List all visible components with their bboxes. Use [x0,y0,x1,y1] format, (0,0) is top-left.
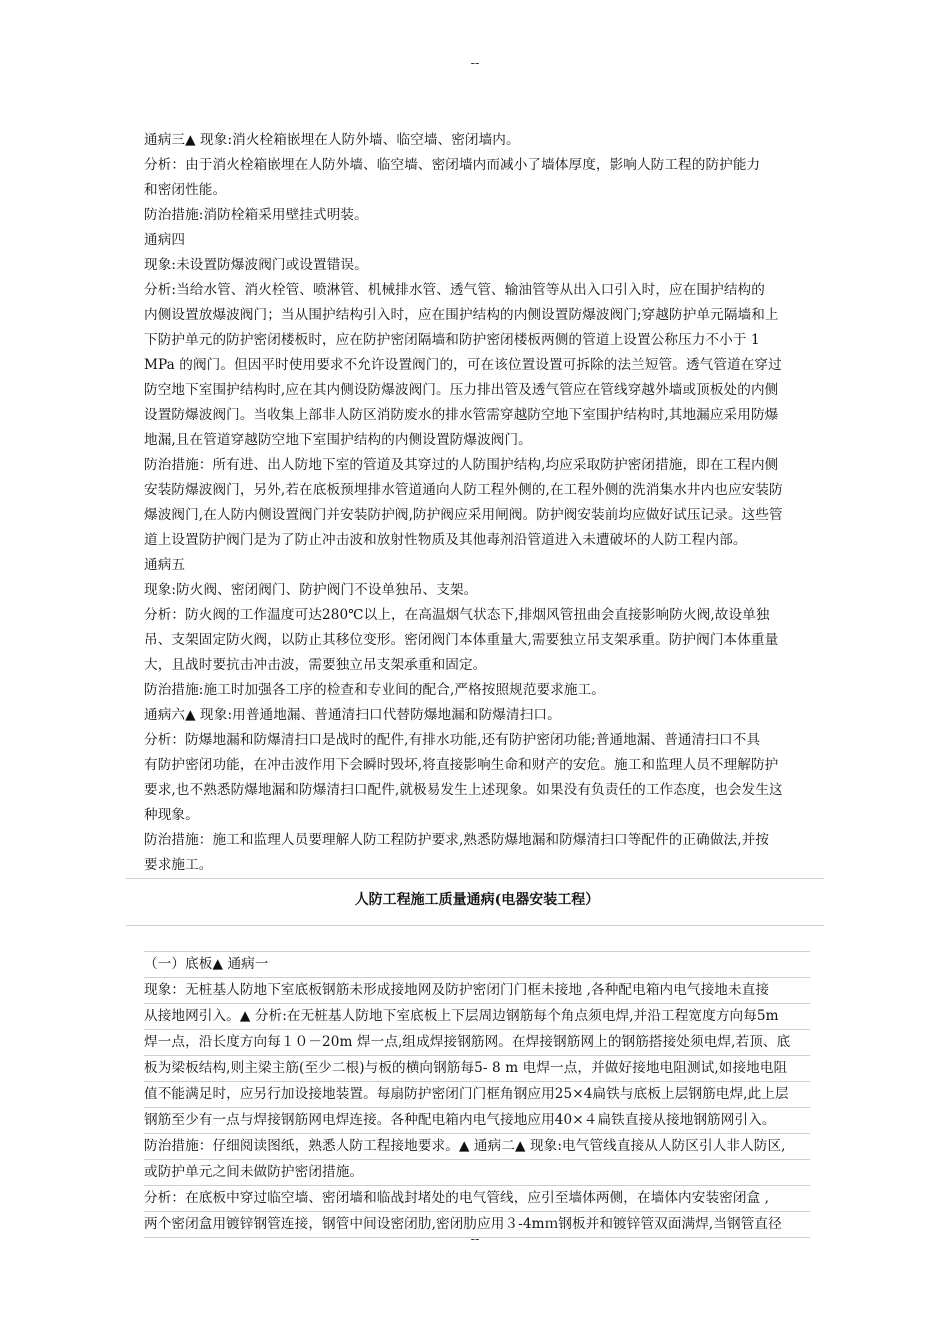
text-line: 大，且战时要抗击冲击波，需要独立吊支架承重和固定。 [144,657,487,673]
table-text-line [144,926,810,952]
section-hvac-defects [144,128,810,878]
text-line: 安装防爆波阀门，另外,若在底板预埋排水管道通向人防工程外侧的,在工程外侧的洗消集水井内也应安装防 [144,482,783,498]
table-text-line: 钢筋至少有一点与焊接钢筋网电焊连接。各种配电箱内电气接地应用40×４扁铁直接从接地钢筋网引入。 [144,1108,810,1134]
text-line: 地漏,且在管道穿越防空地下室围护结构的内侧设置防爆波阀门。 [144,432,532,448]
text-line: 种现象。 [144,807,199,823]
text-line: 通病五 [144,557,186,573]
text-line: 内侧设置放爆波阀门；当从围护结构引入时，应在围护结构的内侧设置防爆波阀门;穿越防护单元隔墙和上 [144,307,779,323]
text-line: 防治措施:消防栓箱采用壁挂式明装。 [144,207,368,223]
text-line: MPa 的阀门。但因平时使用要求不允许设置阀门的，可在该位置设置可拆除的法兰短管。透气管道在穿过 [144,357,782,373]
text-line: 下防护单元的防护密闭楼板时，应在防护密闭隔墙和防护密闭楼板两侧的管道上设置公称压力不小于 1 [144,332,760,348]
table-text-line: （一）底板▲ 通病一 [144,952,810,978]
text-line: 通病三▲ 现象:消火栓箱嵌埋在人防外墙、临空墙、密闭墙内。 [144,132,520,148]
text-line: 爆波阀门,在人防内侧设置阀门并安装防护阀,防护阀应采用闸阀。防护阀安装前均应做好试压记录。这些管 [144,507,783,523]
text-line: 分析：由于消火栓箱嵌埋在人防外墙、临空墙、密闭墙内而减小了墙体厚度，影响人防工程的防护能力 [144,157,761,173]
text-line: 要求施工。 [144,857,213,873]
text-line: 通病六▲ 现象:用普通地漏、普通清扫口代替防爆地漏和防爆清扫口。 [144,707,561,723]
table-text-line: 现象：无桩基人防地下室底板钢筋未形成接地网及防护密闭门门框未接地 ,各种配电箱内电气接地未直接 [144,978,810,1004]
text-line: 分析:当给水管、消火栓管、喷淋管、机械排水管、透气管、输油管等从出入口引入时，应在围护结构的 [144,282,765,298]
text-line: 防空地下室围护结构时,应在其内侧设防爆波阀门。压力排出管及透气管应在管线穿越外墙或顶板处的内侧 [144,382,779,398]
text-line: 防治措施：施工和监理人员要理解人防工程防护要求,熟悉防爆地漏和防爆清扫口等配件的正确做法,并按 [144,832,770,848]
section-title: 人防工程施工质量通病(电器安装工程） [354,892,600,908]
text-line: 分析：防火阀的工作温度可达280℃以上，在高温烟气状态下,排烟风管扭曲会直接影响防火阀,故设单独 [144,607,770,623]
page-bottom-mark: -- [470,1232,480,1247]
table-text-line: 从接地网引入。▲ 分析:在无桩基人防地下室底板上下层周边钢筋每个角点须电焊,并沿工程宽度方向每5m [144,1004,810,1030]
text-line: 防治措施:施工时加强各工序的检查和专业间的配合,严格按照规范要求施工。 [144,682,605,698]
table-text-line: 值不能满足时，应另行加设接地装置。每扇防护密闭门门框角钢应用25×4扁铁与底板上层钢筋电焊,此上层 [144,1082,810,1108]
page-top-mark: -- [470,56,480,71]
table-text-line: 防治措施：仔细阅读图纸，熟悉人防工程接地要求。▲ 通病二▲ 现象:电气管线直接从人防区引人非人防区, [144,1134,810,1160]
text-line: 通病四 [144,232,186,248]
document-body [144,128,810,1238]
section-electrical-defects [144,926,810,1238]
table-text-line: 或防护单元之间未做防护密闭措施。 [144,1160,810,1186]
table-text-line: 焊一点，沿长度方向每１０－20m 焊一点,组成焊接钢筋网。在焊接钢筋网上的钢筋搭接处须电焊,若顶、底 [144,1030,810,1056]
text-line: 要求,也不熟悉防爆地漏和防爆清扫口配件,就极易发生上述现象。如果没有负责任的工作态度，也会发生这 [144,782,783,798]
text-line: 和密闭性能。 [144,182,227,198]
text-line: 现象:防火阀、密闭阀门、防护阀门不设单独吊、支架。 [144,582,478,598]
text-line: 现象:未设置防爆波阀门或设置错误。 [144,257,368,273]
text-line: 设置防爆波阀门。当收集上部非人防区消防废水的排水管需穿越防空地下室围护结构时,其地漏应采用防爆 [144,407,779,423]
text-line: 道上设置防护阀门是为了防止冲击波和放射性物质及其他毒剂沿管道进入未遭破坏的人防工程内部。 [144,532,747,548]
table-text-line: 两个密闭盒用镀锌钢管连接，钢管中间设密闭肋,密闭肋应用３-4mｍ钢板并和镀锌管双面满焊,当钢管直径 [144,1212,810,1238]
text-line: 分析：防爆地漏和防爆清扫口是战时的配件,有排水功能,还有防护密闭功能;普通地漏、普通清扫口不具 [144,732,761,748]
text-line: 有防护密闭功能，在冲击波作用下会瞬时毁坏,将直接影响生命和财产的安危。施工和监理人员不理解防护 [144,757,779,773]
text-line: 吊、支架固定防火阀，以防止其移位变形。密闭阀门本体重量大,需要独立吊支架承重。防护阀门本体重量 [144,632,779,648]
section-heading-row [144,878,810,926]
table-text-line: 板为梁板结构,则主梁主筋(至少二根)与板的横向钢筋每5- 8 m 电焊一点，并做好接地电阻测试,如接地电阻 [144,1056,810,1082]
table-text-line: 分析：在底板中穿过临空墙、密闭墙和临战封堵处的电气管线，应引至墙体两侧，在墙体内安装密闭盒 , [144,1186,810,1212]
text-line: 防治措施：所有进、出人防地下室的管道及其穿过的人防围护结构,均应采取防护密闭措施，即在工程内侧 [144,457,779,473]
